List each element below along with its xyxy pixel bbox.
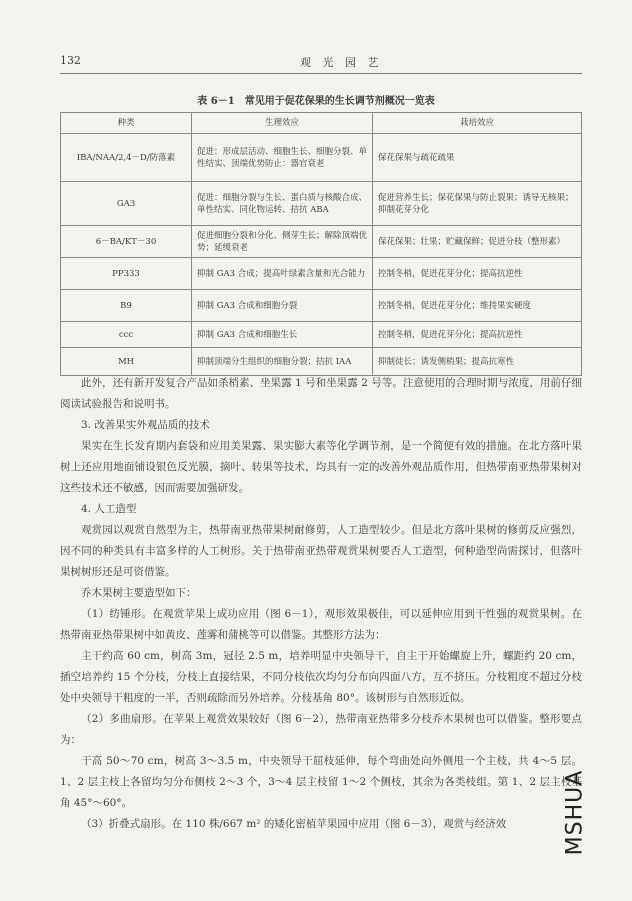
table-header-row xyxy=(61,113,582,134)
section-heading: 3. 改善果实外观品质的技术 xyxy=(81,419,210,431)
table-cell: MH xyxy=(61,348,192,376)
table-cell: PP333 xyxy=(61,258,192,290)
column-header: 生理效应 xyxy=(192,113,373,134)
growth-regulator-table xyxy=(60,112,582,376)
table-cell: 抑制 GA3 合成和细胞分裂 xyxy=(192,290,373,322)
table-cell: 促进：形成层活动、细胞生长、细胞分裂、单性结实、顶端优势防止：器官衰老 xyxy=(192,134,373,182)
table-cell: 抑制 GA3 合成；提高叶绿素含量和光合能力 xyxy=(192,258,373,290)
column-header: 种类 xyxy=(61,113,192,134)
table-cell: 抑制顶端分生组织的细胞分裂；拮抗 IAA xyxy=(192,348,373,376)
paragraph: 干高 50～70 cm，树高 3～3.5 m，中央领导干屈枝延伸，每个弯曲处向外侧甩一个主枝，共 4～5 层。1、2 层主枝上各留均匀分布侧枝 2～3 个，3～4 层主枝留 1～2 个侧枝，其余为各类枝组。第 1、2 层主枝基角 45°～60°。 xyxy=(60,755,582,809)
table-cell: B9 xyxy=(61,290,192,322)
table-cell: 控制冬梢，促进花芽分化；提高抗逆性 xyxy=(373,322,582,348)
table-cell: 促进营养生长；保花保果与防止裂果；诱导无核果；抑制花芽分化 xyxy=(373,182,582,226)
table-row xyxy=(61,134,582,182)
paragraph: 果实在生长发育期内套袋和应用美果露、果实膨大素等化学调节剂，是一个简便有效的措施。在北方落叶果树上还应用地面铺设银色反光膜，摘叶、转果等技术，均具有一定的改善外观品质作用，但热带南亚热带果树对这些技术还不敏感，因而需要加强研发。 xyxy=(60,440,582,494)
table-cell: ccc xyxy=(61,322,192,348)
table-row xyxy=(61,348,582,376)
table-row xyxy=(61,226,582,258)
table-cell: 促进：细胞分裂与生长、蛋白质与核酸合成、单性结实、同化物运转、拮抗 ABA xyxy=(192,182,373,226)
table-cell: 控制冬梢，促进花芽分化；提高抗逆性 xyxy=(373,258,582,290)
watermark-text: MSHUA xyxy=(562,769,588,856)
table-row xyxy=(61,258,582,290)
paragraph: （3）折叠式扇形。在 110 株/667 m² 的矮化密植苹果园中应用（图 6－3），观赏与经济效 xyxy=(81,818,507,830)
table-cell: 保花保果；壮果；贮藏保鲜；促进分枝（整形素） xyxy=(373,226,582,258)
table-cell: GA3 xyxy=(61,182,192,226)
paragraph: （2）多曲扇形。在苹果上观赏效果较好（图 6－2），热带南亚热带多分枝乔木果树也可以借鉴。整形要点为： xyxy=(60,713,582,746)
watermark xyxy=(562,730,622,890)
table-row xyxy=(61,182,582,226)
table-row xyxy=(61,290,582,322)
table-cell: 控制冬梢，促进花芽分化；维持果实硬度 xyxy=(373,290,582,322)
table-cell: 保花保果与疏花疏果 xyxy=(373,134,582,182)
body-text xyxy=(60,373,582,835)
table-row xyxy=(61,322,582,348)
table-cell: 6－BA/KT－30 xyxy=(61,226,192,258)
table-caption: 表 6－1 常见用于促花保果的生长调节剂概况一览表 xyxy=(197,96,435,107)
paragraph: 此外，还有新开发复合产品如杀梢素、坐果露 1 号和坐果露 2 号等。注意使用的合理时期与浓度，用前仔细阅读试验报告和说明书。 xyxy=(60,377,582,410)
table-cell: 促进细胞分裂和分化、侧芽生长；解除顶端优势；延缓衰老 xyxy=(192,226,373,258)
running-title: 观 光 园 艺 xyxy=(300,56,383,69)
page-header xyxy=(60,54,580,72)
paragraph: 主干约高 60 cm，树高 3m，冠径 2.5 m，培养明显中央领导干，自主干开始螺旋上升，螺距约 20 cm，插空培养约 15 个分枝，分枝上直接结果，不同分枝依次均匀分布向四面八方，互不挤压。分枝粗度不超过分枝处中央领导干粗度的一半，否则疏除而另外培养。分枝基角 80°。该树形与自然形近似。 xyxy=(60,650,582,704)
column-header: 栽培效应 xyxy=(373,113,582,134)
paragraph: 乔木果树主要造型如下： xyxy=(81,587,197,599)
page-number: 132 xyxy=(60,54,81,67)
paragraph: 观赏园以观赏自然型为主，热带南亚热带果树耐修剪，人工造型较少。但是北方落叶果树的修剪反应强烈，因不同的种类具有丰富多样的人工树形。关于热带南亚热带观赏果树要否人工造型，何种造型尚需探讨，但落叶果树树形还是可资借鉴。 xyxy=(60,524,582,578)
paragraph: （1）纺锤形。在观赏苹果上成功应用（图 6－1），观形效果极佳，可以延伸应用到干性强的观赏果树。在热带南亚热带果树中如黄皮、莲雾和蒲桃等可以借鉴。其整形方法为： xyxy=(60,608,582,641)
header-rule xyxy=(60,73,582,74)
table-cell: IBA/NAA/2,4－D/防落素 xyxy=(61,134,192,182)
table-cell: 抑制 GA3 合成和细胞生长 xyxy=(192,322,373,348)
table-cell: 抑制徒长；诱发侧梢果；提高抗寒性 xyxy=(373,348,582,376)
section-heading: 4. 人工造型 xyxy=(81,503,137,515)
